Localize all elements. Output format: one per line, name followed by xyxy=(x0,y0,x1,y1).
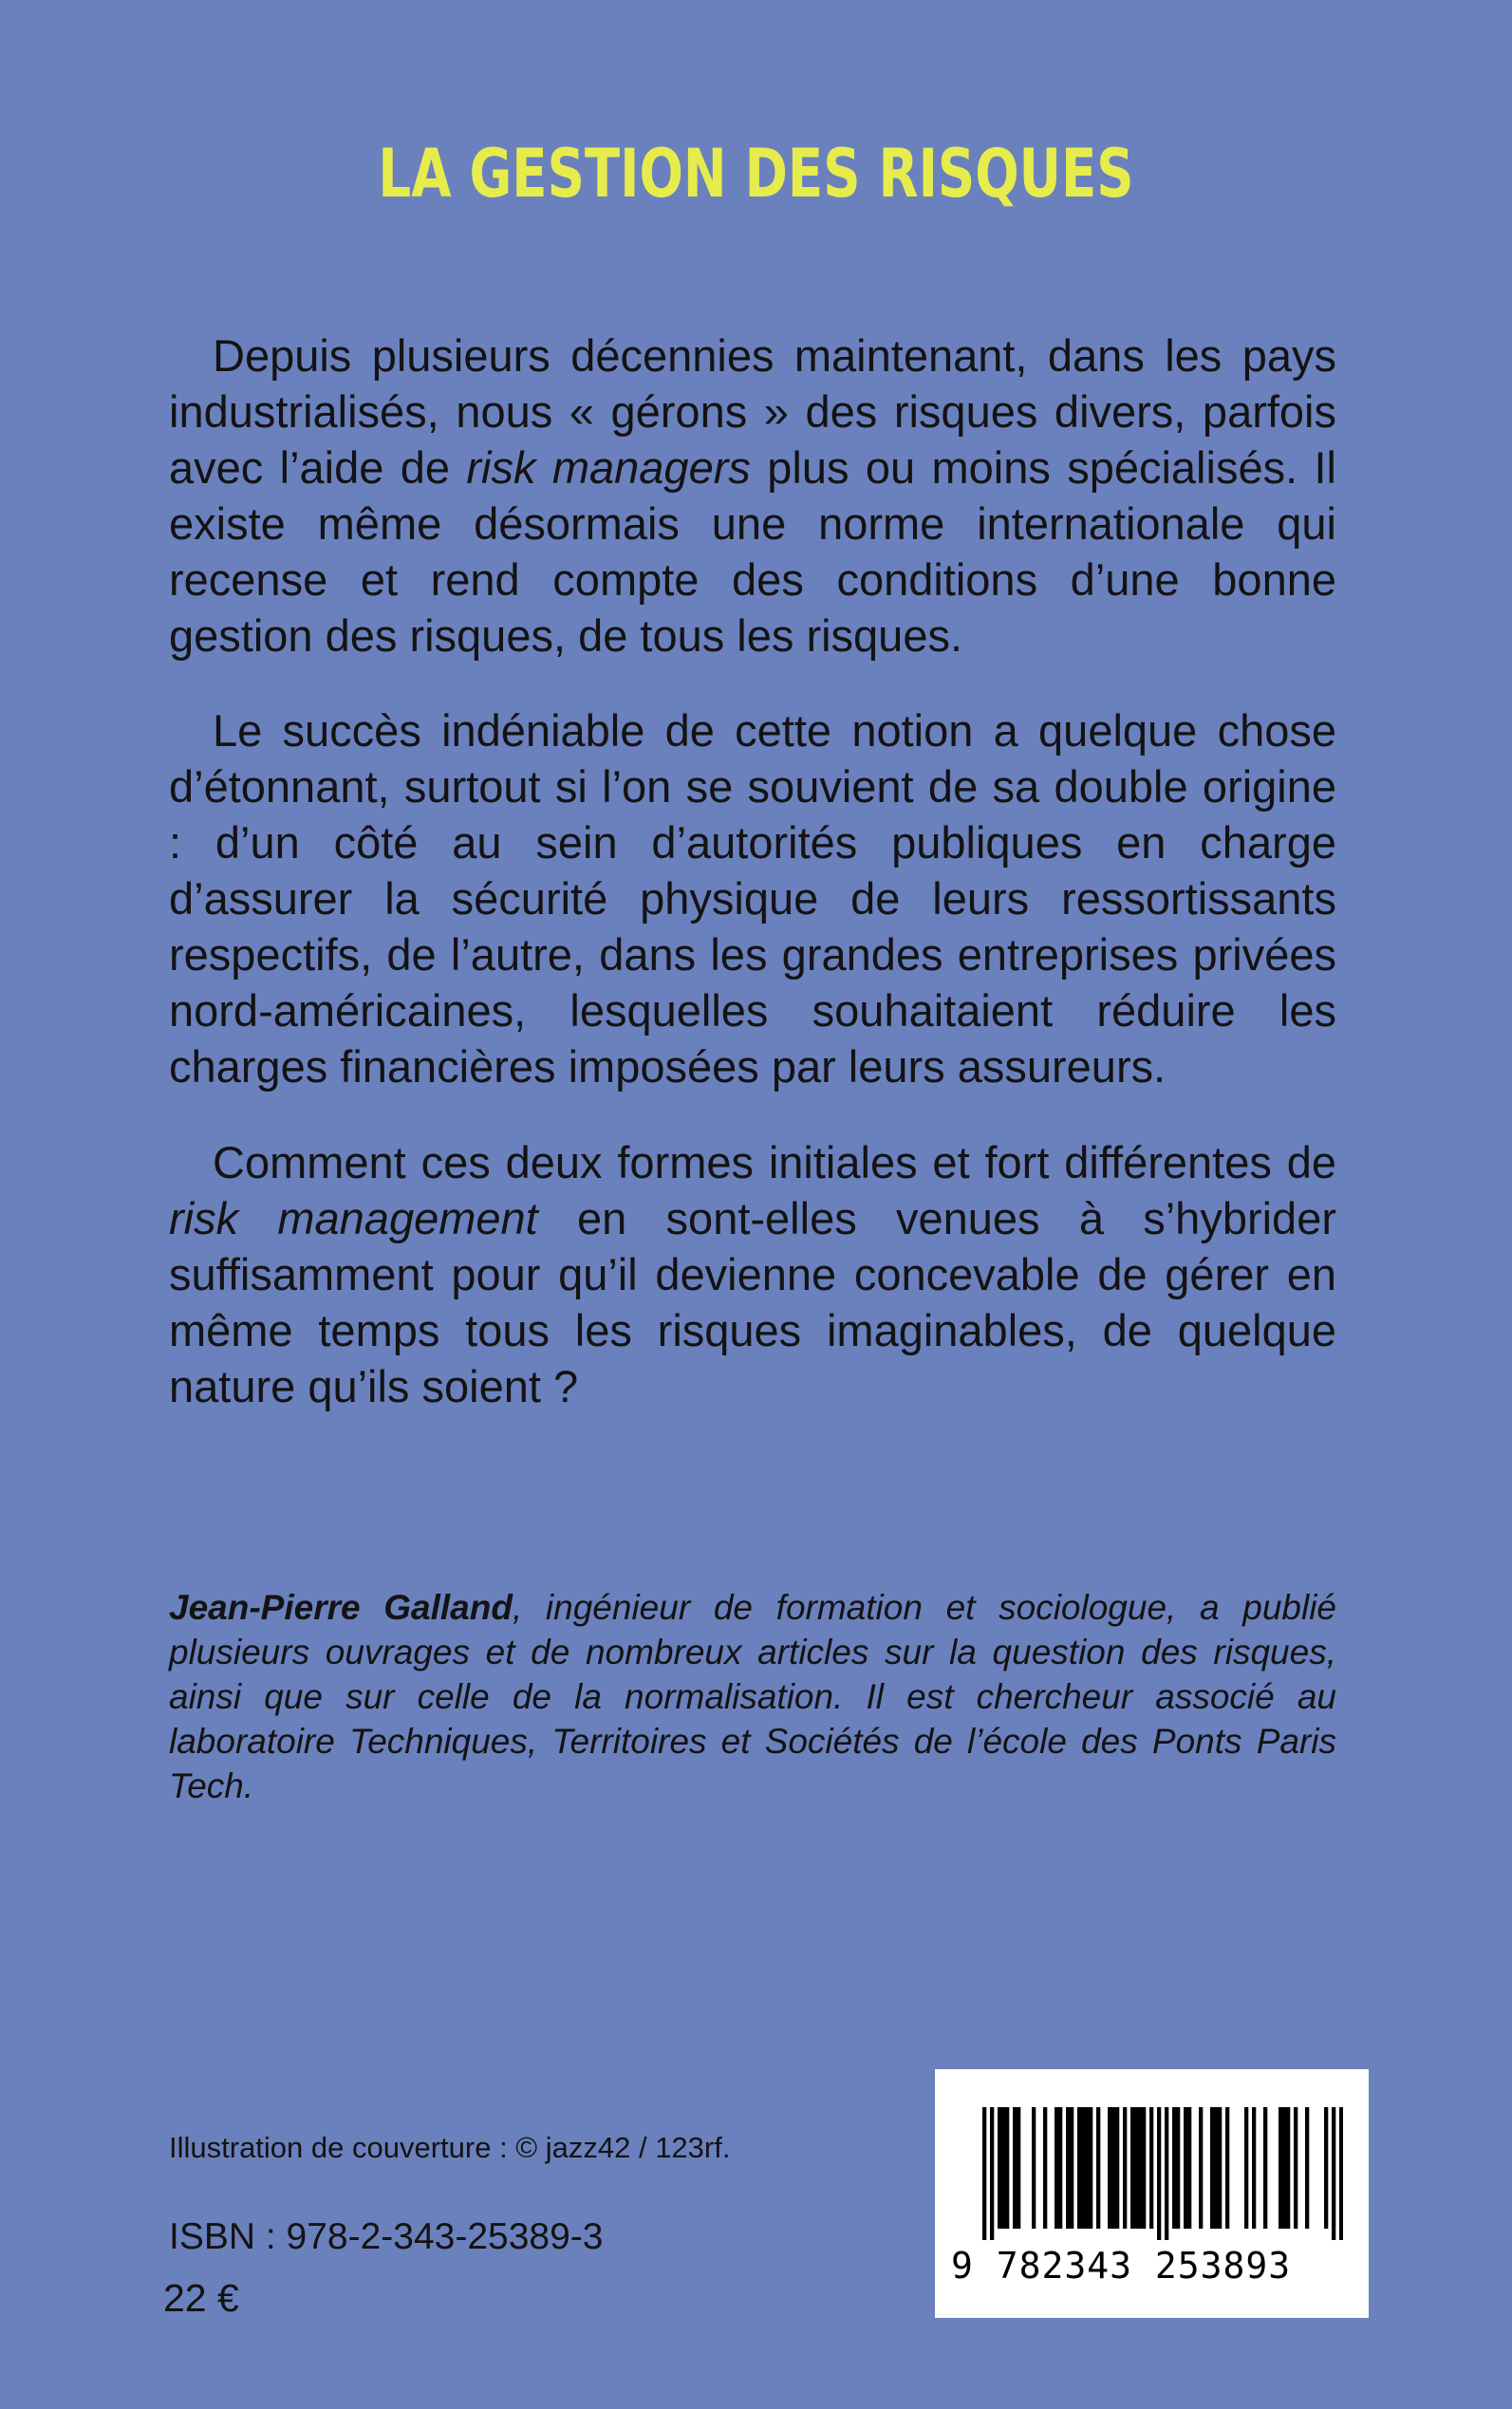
barcode-bar xyxy=(1142,2107,1146,2229)
barcode-bar xyxy=(1244,2107,1248,2229)
barcode-bar xyxy=(1305,2107,1309,2229)
barcode-bar xyxy=(1134,2107,1138,2229)
barcode-bar xyxy=(1066,2107,1070,2229)
barcode-bar xyxy=(1286,2107,1290,2229)
barcode xyxy=(935,2069,1369,2318)
barcode-bar xyxy=(982,2107,986,2240)
barcode-bar xyxy=(990,2107,994,2240)
description-paragraph-3 xyxy=(169,1134,1336,1414)
p3-emphasis: risk management xyxy=(169,1193,538,1243)
barcode-bar xyxy=(1339,2107,1343,2240)
barcode-bar xyxy=(1017,2107,1020,2229)
barcode-bar xyxy=(1176,2107,1180,2229)
barcode-bar xyxy=(1172,2107,1176,2229)
barcode-bar xyxy=(1032,2107,1036,2229)
author-bio-text: , ingénieur de formation et sociologue, a publié plusieurs ouvrages et de nombreux articles sur la question des risques, ainsi que sur celle de la normalisation. Il est chercheur associé au laboratoire Techniques, Territoires et Sociétés de l’école des Ponts Paris Tech. xyxy=(169,1588,1336,1805)
barcode-bar xyxy=(1005,2107,1009,2229)
barcode-bar xyxy=(1324,2107,1328,2229)
barcode-bar xyxy=(1077,2107,1081,2229)
barcode-bar xyxy=(1294,2107,1297,2229)
author-name: Jean-Pierre Galland xyxy=(169,1588,513,1627)
barcode-bar xyxy=(1081,2107,1085,2229)
barcode-bar xyxy=(1225,2107,1229,2229)
barcode-bar xyxy=(1001,2107,1005,2229)
barcode-bar xyxy=(1187,2107,1191,2229)
barcode-bar xyxy=(1199,2107,1203,2229)
p3-text-a: Comment ces deux formes initiales et fort différentes de xyxy=(213,1137,1336,1187)
p3-text-b: en sont-elles venues à s’hybrider suffisamment pour qu’il devienne concevable de gérer en même temps tous les risques imaginables, de quelque nature qu’ils soient ? xyxy=(169,1193,1336,1411)
barcode-bar xyxy=(1263,2107,1267,2229)
barcode-bar xyxy=(1282,2107,1286,2229)
barcode-bars xyxy=(982,2107,1343,2240)
isbn: ISBN : 978-2-343-25389-3 xyxy=(169,2216,604,2257)
barcode-bar xyxy=(1108,2107,1111,2229)
barcode-bar xyxy=(1218,2107,1222,2229)
barcode-bar xyxy=(1096,2107,1100,2229)
barcode-bar xyxy=(1130,2107,1134,2229)
barcode-bar xyxy=(1013,2107,1017,2229)
p1-text-a: Depuis plusieurs décennies maintenant, dans les pays industrialisés, nous « gérons » des risques divers, parfois avec l’aide de xyxy=(169,330,1336,493)
barcode-bar xyxy=(1149,2107,1153,2229)
barcode-bar xyxy=(998,2107,1001,2229)
barcode-bar xyxy=(1138,2107,1142,2229)
barcode-bar xyxy=(1043,2107,1047,2229)
barcode-bar xyxy=(1332,2107,1335,2240)
p1-text-b: plus ou moins spécialisés. Il existe même désormais une norme internationale qui recense et rend compte des conditions d’une bonne gestion des risques, de tous les risques. xyxy=(169,442,1337,661)
price: 22 € xyxy=(163,2276,239,2320)
description-paragraph-1 xyxy=(169,327,1336,663)
barcode-bar xyxy=(1279,2107,1282,2229)
barcode-bar xyxy=(1058,2107,1062,2229)
barcode-bar xyxy=(1123,2107,1127,2229)
barcode-bar xyxy=(1252,2107,1256,2229)
barcode-bar xyxy=(1165,2107,1168,2240)
illustration-credit: Illustration de couverture : © jazz42 / 123rf. xyxy=(169,2131,731,2164)
barcode-digits: 9 782343 253893 xyxy=(951,2245,1292,2287)
barcode-bar xyxy=(1111,2107,1115,2229)
description-paragraph-2: Le succès indéniable de cette notion a quelque chose d’étonnant, surtout si l’on se souvient de sa double origine : d’un côté au sein d’autorités publiques en charge d’assurer la sécurité physique de leurs ressortissants respectifs, de l’autre, dans les grandes entreprises privées nord-américaines, lesquelles souhaitaient réduire les charges financières imposées par leurs assureurs. xyxy=(169,705,1336,1092)
barcode-bar xyxy=(1085,2107,1089,2229)
barcode-bar xyxy=(1089,2107,1092,2229)
barcode-bar xyxy=(1055,2107,1058,2229)
barcode-bar xyxy=(1184,2107,1187,2229)
barcode-bar xyxy=(1070,2107,1073,2229)
barcode-bar xyxy=(1157,2107,1161,2240)
author-bio xyxy=(169,1585,1336,1808)
barcode-bar xyxy=(1210,2107,1214,2229)
book-title: LA GESTION DES RISQUES xyxy=(378,135,1134,213)
barcode-bar xyxy=(1214,2107,1218,2229)
barcode-bar xyxy=(1115,2107,1119,2229)
p1-emphasis: risk managers xyxy=(466,442,751,493)
